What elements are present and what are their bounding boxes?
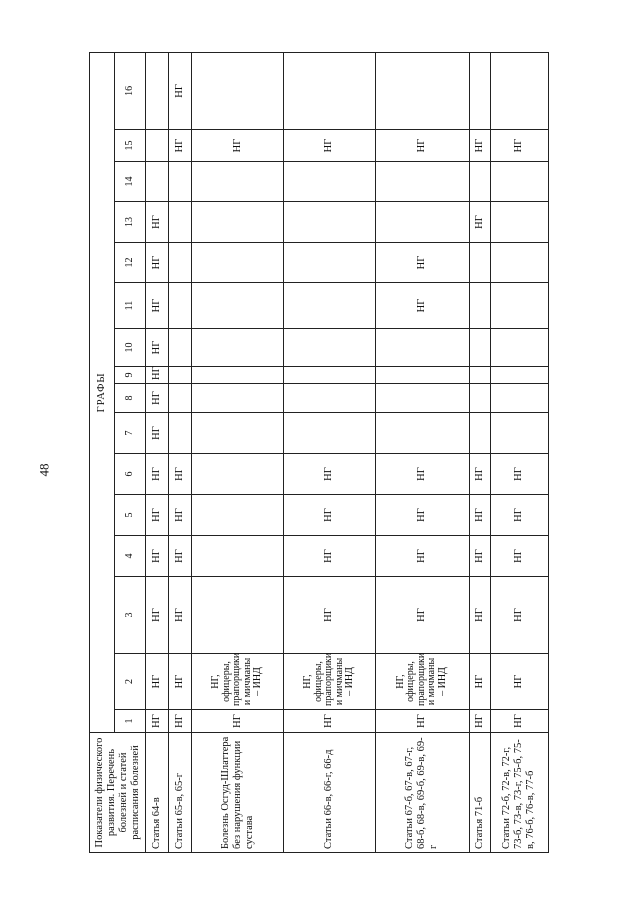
table-cell — [469, 384, 490, 413]
table-cell: НГ — [146, 654, 169, 710]
table-cell: НГ — [169, 52, 192, 129]
table-cell: НГ — [375, 710, 469, 733]
row-label: Болезнь Осгуд-Шлаттера без нарушения функции сустава — [192, 733, 284, 853]
table-cell — [284, 283, 376, 329]
grafy-header: ГРАФЫ — [90, 52, 115, 732]
table-row — [490, 52, 548, 852]
table-row — [284, 52, 376, 852]
table-cell — [146, 52, 169, 129]
table-cell: НГ — [375, 577, 469, 654]
table-cell — [192, 454, 284, 495]
table-cell: НГ — [284, 130, 376, 162]
table-cell — [490, 202, 548, 243]
table-cell — [192, 283, 284, 329]
table-cell: НГ — [375, 454, 469, 495]
table-cell: НГ — [169, 454, 192, 495]
table-row — [169, 52, 192, 852]
table-cell: НГ — [169, 495, 192, 536]
table-cell: НГ — [192, 710, 284, 733]
row-label: Статьи 72-б, 72-в, 72-г, 73-б, 73-в, 73-г, 75-б, 75-в, 76-б, 76-в, 77-б — [490, 733, 548, 853]
column-number: 13 — [115, 202, 146, 243]
table-cell — [284, 329, 376, 367]
page-number: 48 — [36, 463, 52, 477]
table-cell: НГ — [192, 130, 284, 162]
row-label: Статьи 67-б, 67-в, 67-г, 68-б, 68-в, 69-б, 69-в, 69-г — [375, 733, 469, 853]
table-cell: НГ — [469, 454, 490, 495]
table-cell: НГ — [375, 536, 469, 577]
table-cell: НГ — [490, 536, 548, 577]
table-cell — [469, 283, 490, 329]
table-cell: НГ, офицеры, прапорщики и мичманы – ИНД — [375, 654, 469, 710]
table-cell: НГ — [490, 454, 548, 495]
table-cell: НГ — [146, 413, 169, 454]
table-cell: НГ — [490, 130, 548, 162]
table-cell — [169, 367, 192, 384]
table-cell: НГ — [169, 536, 192, 577]
table-cell: НГ — [146, 454, 169, 495]
table-cell: НГ — [469, 654, 490, 710]
table-cell — [146, 130, 169, 162]
table-cell — [192, 495, 284, 536]
table-cell: НГ — [490, 654, 548, 710]
table-cell — [469, 52, 490, 129]
table-cell: НГ — [469, 710, 490, 733]
table-cell — [169, 243, 192, 283]
column-number: 7 — [115, 413, 146, 454]
table-cell: НГ — [490, 495, 548, 536]
table-cell — [375, 367, 469, 384]
table-cell — [375, 329, 469, 367]
table-cell — [146, 162, 169, 202]
table-cell — [192, 52, 284, 129]
table-cell: НГ — [469, 130, 490, 162]
row-label: Статья 64-в — [146, 733, 169, 853]
table-cell — [192, 577, 284, 654]
table-cell — [169, 283, 192, 329]
table-cell — [284, 384, 376, 413]
table-cell — [169, 202, 192, 243]
table-cell: НГ — [284, 495, 376, 536]
table-cell — [490, 243, 548, 283]
column-number: 1 — [115, 710, 146, 733]
table-cell: НГ — [169, 654, 192, 710]
table-cell — [469, 162, 490, 202]
table-cell: НГ — [284, 454, 376, 495]
table-cell: НГ — [169, 130, 192, 162]
table-cell — [169, 413, 192, 454]
column-number: 16 — [115, 52, 146, 129]
table-cell: НГ — [146, 536, 169, 577]
table-cell: НГ — [284, 536, 376, 577]
table-row — [146, 52, 169, 852]
table-cell — [169, 329, 192, 367]
table-cell — [192, 536, 284, 577]
table-cell — [490, 413, 548, 454]
table-cell: НГ — [146, 329, 169, 367]
table-cell — [169, 384, 192, 413]
grafy-table — [89, 52, 549, 853]
column-number: 5 — [115, 495, 146, 536]
table-cell: НГ, офицеры, прапорщики и мичманы – ИНД — [284, 654, 376, 710]
table-cell: НГ — [169, 577, 192, 654]
table-cell: НГ — [146, 384, 169, 413]
table-cell: НГ — [490, 577, 548, 654]
table-cell — [192, 367, 284, 384]
column-number: 2 — [115, 654, 146, 710]
table-cell — [284, 413, 376, 454]
table-cell — [469, 367, 490, 384]
table-cell — [192, 162, 284, 202]
table-cell — [490, 283, 548, 329]
table-cell: НГ — [490, 710, 548, 733]
table-cell: НГ — [146, 243, 169, 283]
column-number: 11 — [115, 283, 146, 329]
table-cell — [284, 367, 376, 384]
column-number: 12 — [115, 243, 146, 283]
table-cell — [469, 413, 490, 454]
table-cell — [284, 243, 376, 283]
table-cell — [490, 52, 548, 129]
column-number: 10 — [115, 329, 146, 367]
table-cell — [490, 384, 548, 413]
table-row — [469, 52, 490, 852]
row-label: Статьи 65-в, 65-г — [169, 733, 192, 853]
rotated-table-wrapper — [89, 53, 549, 853]
table-cell — [375, 202, 469, 243]
row-label: Статьи 66-в, 66-г, 66-д — [284, 733, 376, 853]
table-cell: НГ — [469, 202, 490, 243]
table-cell — [490, 162, 548, 202]
column-number: 3 — [115, 577, 146, 654]
table-cell — [469, 329, 490, 367]
table-row — [192, 52, 284, 852]
table-cell: НГ — [375, 130, 469, 162]
table-cell — [490, 367, 548, 384]
table-cell: НГ — [375, 495, 469, 536]
table-cell — [192, 384, 284, 413]
table-cell — [192, 329, 284, 367]
table-cell — [284, 162, 376, 202]
table-cell — [469, 243, 490, 283]
table-cell: НГ — [169, 710, 192, 733]
table-cell — [375, 162, 469, 202]
table-row — [375, 52, 469, 852]
table-cell — [192, 413, 284, 454]
table-cell: НГ, офицеры, прапорщики и мичманы – ИНД — [192, 654, 284, 710]
column-number: 4 — [115, 536, 146, 577]
row-label: Статья 71-б — [469, 733, 490, 853]
table-cell: НГ — [146, 367, 169, 384]
column-number: 14 — [115, 162, 146, 202]
table-cell — [192, 202, 284, 243]
table-cell: НГ — [375, 243, 469, 283]
column-number: 8 — [115, 384, 146, 413]
column-number: 6 — [115, 454, 146, 495]
table-cell — [375, 384, 469, 413]
column-number: 15 — [115, 130, 146, 162]
table-cell: НГ — [469, 495, 490, 536]
table-cell: НГ — [284, 577, 376, 654]
table-cell: НГ — [146, 710, 169, 733]
table-cell: НГ — [284, 710, 376, 733]
left-header-label: Показатели физического развития. Перечень болезней и статей расписания болезней — [90, 733, 146, 853]
table-cell: НГ — [469, 536, 490, 577]
table-cell: НГ — [146, 495, 169, 536]
table-cell: НГ — [146, 283, 169, 329]
table-cell — [169, 162, 192, 202]
table-cell — [490, 329, 548, 367]
table-cell: НГ — [146, 202, 169, 243]
table-cell: НГ — [146, 577, 169, 654]
table-cell — [284, 202, 376, 243]
column-number: 9 — [115, 367, 146, 384]
table-cell — [375, 413, 469, 454]
table-cell: НГ — [375, 283, 469, 329]
table-cell — [284, 52, 376, 129]
table-cell — [375, 52, 469, 129]
table-cell: НГ — [469, 577, 490, 654]
table-cell — [192, 243, 284, 283]
column-numbers-row — [115, 52, 146, 852]
